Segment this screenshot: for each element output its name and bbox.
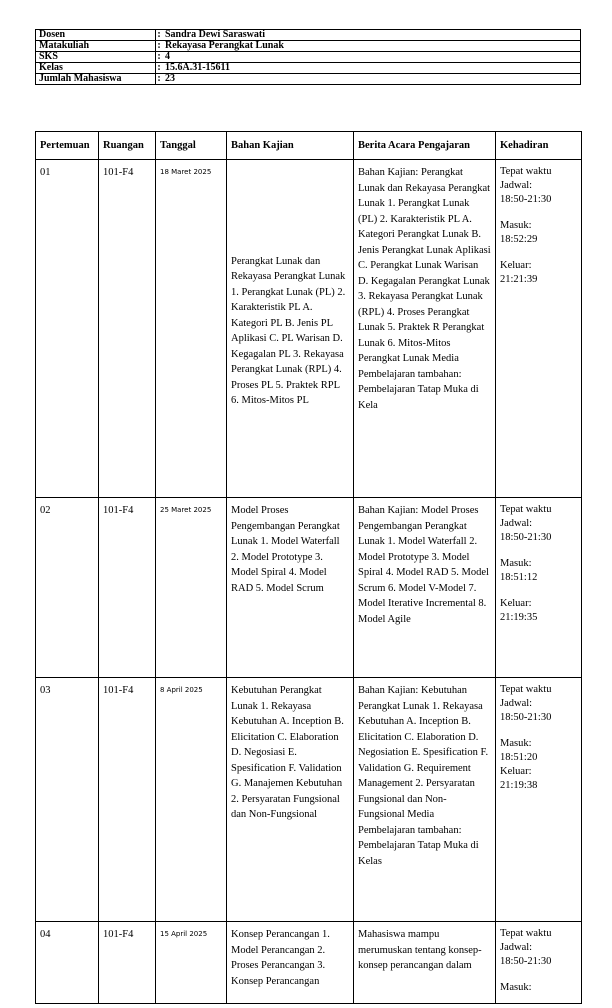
header-pertemuan: Pertemuan [36, 132, 99, 160]
table-row [36, 498, 582, 678]
cell-kehadiran [496, 678, 582, 922]
attendance-table [35, 131, 582, 1004]
cell-kehadiran [496, 498, 582, 678]
header-kehadiran: Kehadiran [496, 132, 582, 160]
jadwal-label: Tepat waktu Jadwal: [500, 166, 552, 191]
cell-tanggal: 25 Maret 2025 [156, 498, 227, 678]
info-separator: : [157, 51, 161, 62]
cell-ruangan: 101-F4 [99, 678, 156, 922]
masuk-label: Masuk: [500, 738, 532, 749]
header-ruangan: Ruangan [99, 132, 156, 160]
jadwal-label: Tepat waktu Jadwal: [500, 684, 552, 709]
info-row-jumlah-mahasiswa [36, 74, 581, 85]
cell-berita-acara: Bahan Kajian: Kebutuhan Perangkat Lunak 1. Rekayasa Kebutuhan A. Inception B. Elicitation C. Elaboration D. Negosiation E. Spesification F. Validation G. Requirement Management 2. Persyaratan Fungsional dan Non-Fungsional Media Pembelajaran tambahan: Pembelajaran Tatap Muka di Kelas [354, 678, 496, 922]
cell-tanggal: 15 April 2025 [156, 922, 227, 1004]
cell-berita-acara: Mahasiswa mampu merumuskan tentang konsep-konsep perancangan dalam [354, 922, 496, 1004]
info-row-sks [36, 52, 581, 63]
info-label: Dosen [36, 30, 156, 41]
cell-pertemuan: 01 [36, 160, 99, 498]
info-row-matakuliah [36, 41, 581, 52]
masuk-value: 18:52:29 [500, 234, 538, 245]
course-info-table [35, 29, 581, 85]
cell-kehadiran [496, 160, 582, 498]
cell-berita-acara: Bahan Kajian: Perangkat Lunak dan Rekayasa Perangkat Lunak 1. Perangkat Lunak (PL) 2. Karakteristik PL A. Kategori Perangkat Lunak B. Jenis Perangkat Lunak Aplikasi C. Perangkat Lunak Warisan D. Kegagalan Perangkat Lunak 3. Rekayasa Perangkat Lunak (RPL) 4. Proses Perangkat Lunak 5. Praktek R Perangkat Lunak 6. Mitos-Mitos Perangkat Lunak Media Pembelajaran tambahan: Pembelajaran Tatap Muka di Kela [354, 160, 496, 498]
cell-pertemuan: 02 [36, 498, 99, 678]
info-separator: : [157, 62, 161, 73]
cell-bahan-kajian: Model Proses Pengembangan Perangkat Lunak 1. Model Waterfall 2. Model Prototype 3. Model Spiral 4. Model RAD 5. Model Scrum [227, 498, 354, 678]
cell-tanggal: 18 Maret 2025 [156, 160, 227, 498]
jadwal-label: Tepat waktu Jadwal: [500, 504, 552, 529]
info-value: Sandra Dewi Saraswati [162, 30, 581, 41]
masuk-label: Masuk: [500, 982, 532, 993]
cell-berita-acara: Bahan Kajian: Model Proses Pengembangan Perangkat Lunak 1. Model Waterfall 2. Model Prototype 3. Model Spiral 4. Model RAD 5. Model Scrum 6. Model V-Model 7. Model Iterative Incremental 8. Model Agile [354, 498, 496, 678]
cell-ruangan: 101-F4 [99, 922, 156, 1004]
cell-bahan-kajian: Kebutuhan Perangkat Lunak 1. Rekayasa Kebutuhan A. Inception B. Elicitation C. Elaboration D. Negosiasi E. Spesification F. Validation G. Manajemen Kebutuhan 2. Persyaratan Fungsional dan Non-Fungsional [227, 678, 354, 922]
info-separator: : [157, 73, 161, 84]
info-value: 23 [162, 74, 581, 85]
jadwal-value: 18:50-21:30 [500, 194, 552, 205]
jadwal-value: 18:50-21:30 [500, 956, 552, 967]
table-row [36, 922, 582, 1004]
jadwal-label: Tepat waktu Jadwal: [500, 928, 552, 953]
info-label: Matakuliah [36, 41, 156, 52]
header-berita-acara: Berita Acara Pengajaran [354, 132, 496, 160]
cell-ruangan: 101-F4 [99, 498, 156, 678]
info-value: 4 [162, 52, 581, 63]
table-row [36, 678, 582, 922]
info-row-dosen [36, 30, 581, 41]
keluar-label: Keluar: [500, 598, 532, 609]
info-value: 15.6A.31-15611 [162, 63, 581, 74]
keluar-label: Keluar: [500, 260, 532, 271]
cell-pertemuan: 03 [36, 678, 99, 922]
info-label: Kelas [36, 63, 156, 74]
cell-pertemuan: 04 [36, 922, 99, 1004]
keluar-value: 21:21:39 [500, 274, 538, 285]
header-bahan-kajian: Bahan Kajian [227, 132, 354, 160]
table-header-row [36, 132, 582, 160]
info-separator: : [157, 29, 161, 40]
cell-bahan-kajian: Konsep Perancangan 1. Model Perancangan 2. Proses Perancangan 3. Konsep Perancangan [227, 922, 354, 1004]
table-row [36, 160, 582, 498]
jadwal-value: 18:50-21:30 [500, 712, 552, 723]
masuk-value: 18:51:20 [500, 752, 538, 763]
keluar-label: Keluar: [500, 766, 532, 777]
keluar-value: 21:19:38 [500, 780, 538, 791]
info-label: SKS [36, 52, 156, 63]
cell-tanggal: 8 April 2025 [156, 678, 227, 922]
info-row-kelas [36, 63, 581, 74]
info-value: Rekayasa Perangkat Lunak [162, 41, 581, 52]
jadwal-value: 18:50-21:30 [500, 532, 552, 543]
masuk-value: 18:51:12 [500, 572, 538, 583]
cell-bahan-kajian: Perangkat Lunak dan Rekayasa Perangkat Lunak 1. Perangkat Lunak (PL) 2. Karakteristik PL A. Kategori PL B. Jenis PL Aplikasi C. PL Warisan D. Kegagalan PL 3. Rekayasa Perangkat Lunak (RPL) 4. Proses PL 5. Praktek RPL 6. Mitos-Mitos PL [227, 160, 354, 498]
info-separator: : [157, 40, 161, 51]
header-tanggal: Tanggal [156, 132, 227, 160]
masuk-label: Masuk: [500, 558, 532, 569]
info-label: Jumlah Mahasiswa [36, 74, 156, 85]
cell-kehadiran [496, 922, 582, 1004]
cell-ruangan: 101-F4 [99, 160, 156, 498]
masuk-label: Masuk: [500, 220, 532, 231]
keluar-value: 21:19:35 [500, 612, 538, 623]
